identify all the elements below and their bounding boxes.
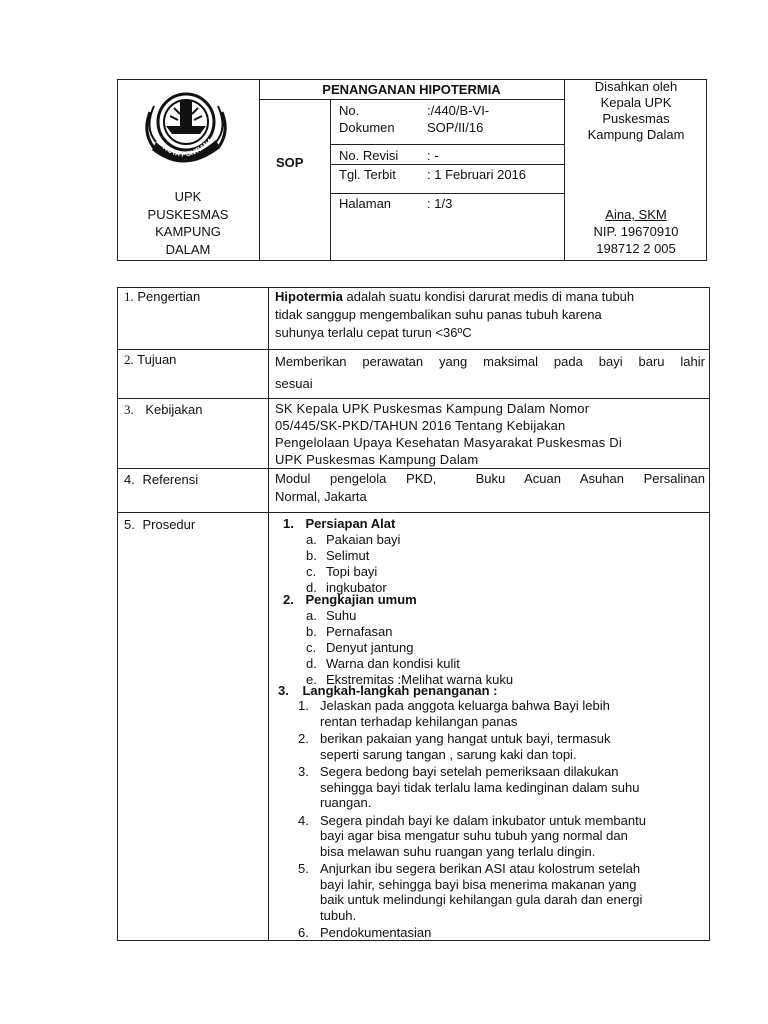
step-line: Segera bedong bayi setelah pemeriksaan dilakukan (320, 764, 619, 779)
step-number: 2. (298, 731, 309, 746)
section-number: 2. (124, 352, 134, 367)
pengertian-line: adalah suatu kondisi darurat medis di mana tubuh (342, 289, 635, 304)
header-divider (330, 99, 331, 261)
doc-number-label-line: No. (339, 103, 360, 118)
step-number: 6. (298, 925, 309, 940)
list-item (306, 608, 357, 624)
list-item (306, 624, 393, 640)
step-line: seperti sarung tangan , sarung kaki dan topi. (320, 746, 577, 762)
list-item (306, 532, 401, 548)
referensi-content (275, 470, 705, 506)
step-line: Segera pindah bayi ke dalam inkubator untuk membantu (320, 812, 646, 828)
section-label-prosedur (124, 516, 195, 533)
org-name (118, 188, 258, 258)
list-item (306, 640, 414, 656)
approval-line: Disahkan oleh (594, 79, 678, 94)
org-name-line: PUSKESMAS (147, 206, 229, 222)
item-marker: d. (306, 580, 317, 595)
page-label: Halaman (339, 196, 392, 211)
step-line: Jelaskan pada anggota keluarga bahwa Bayi lebih (320, 698, 610, 713)
document-title: PENANGANAN HIPOTERMIA (322, 82, 501, 97)
step-number: 3. (298, 764, 309, 779)
step-item (298, 861, 703, 923)
prosedur-group-title (283, 592, 417, 608)
tujuan-line: Memberikan perawatan yang maksimal pada bayi baru lahir (275, 354, 705, 369)
item-marker: b. (306, 548, 317, 563)
approval-block (565, 79, 707, 143)
doc-number-value-line: :/440/B-VI- (427, 103, 490, 118)
section-number: 5. (124, 517, 135, 532)
section-label-text: Pengertian (137, 289, 201, 304)
item-marker: b. (306, 624, 317, 639)
step-line: bayi lahir, sehingga bayi bisa menerima makanan yang (320, 876, 637, 892)
body-divider (117, 398, 710, 399)
step-line: ruangan. (320, 795, 372, 810)
approval-line: Kepala UPK (600, 95, 672, 110)
city-emblem-icon (136, 82, 236, 174)
signer-block (565, 206, 707, 257)
section-label-tujuan (124, 351, 176, 368)
org-name-line: KAMPUNG (155, 224, 221, 239)
item-marker: a. (306, 608, 317, 623)
list-item (306, 656, 460, 672)
org-name-line: DALAM (165, 241, 211, 257)
step-line: baik untuk melindungi kehilangan gula darah dan energi (320, 892, 643, 907)
org-name-line: UPK (174, 189, 202, 204)
step-line: Anjurkan ibu segera berikan ASI atau kolostrum setelah (320, 861, 641, 876)
section-number: 4. (124, 472, 135, 487)
list-item (306, 564, 378, 580)
step-item (298, 731, 703, 762)
section-label-text: Tujuan (137, 352, 177, 367)
kebijakan-content (275, 400, 707, 468)
header-divider (330, 164, 564, 165)
group-title: Persiapan Alat (305, 516, 396, 531)
pengkajian-umum-list (306, 608, 514, 688)
section-label-referensi (124, 471, 198, 488)
step-line: bayi agar bisa mengatur suhu tubuh yang normal dan (320, 828, 628, 843)
step-line: bisa melawan suhu ruangan yang terlalu dingin. (320, 843, 596, 859)
persiapan-alat-list (306, 532, 401, 596)
item-marker: e. (306, 672, 317, 687)
approval-line: Kampung Dalam (587, 127, 685, 142)
kebijakan-line: 05/445/SK-PKD/TAHUN 2016 Tentang Kebijakan (275, 418, 566, 433)
item-text: Denyut jantung (326, 640, 414, 655)
item-text: Topi bayi (326, 564, 378, 579)
step-line: sehingga bayi tidak terlalu lama kedinginan dalam suhu (320, 779, 640, 795)
prosedur-group-title (278, 683, 498, 699)
city-logo (136, 82, 236, 174)
header-divider (330, 193, 564, 194)
doc-number-value-line: SOP/II/16 (427, 120, 484, 135)
step-number: 4. (298, 812, 309, 828)
section-number: 3. (124, 402, 134, 417)
body-divider (117, 349, 710, 350)
step-item (298, 813, 703, 860)
header-divider (259, 79, 260, 261)
section-label-text: Prosedur (142, 517, 196, 532)
kebijakan-line: UPK Puskesmas Kampung Dalam (275, 452, 479, 467)
item-text: Pakaian bayi (326, 532, 401, 547)
doc-number-label (339, 102, 395, 136)
issue-date-value: : 1 Februari 2016 (427, 167, 527, 182)
signer-name: Aina, SKM (605, 207, 667, 222)
group-number: 2. (283, 592, 294, 607)
step-item (298, 925, 703, 941)
item-text: Selimut (326, 548, 370, 563)
step-item (298, 698, 703, 729)
list-item (306, 548, 370, 564)
section-label-text: Kebijakan (145, 402, 203, 417)
header-divider (330, 144, 564, 145)
group-number: 1. (283, 516, 294, 531)
referensi-line: Modul pengelola PKD, Buku Acuan Asuhan Persalinan (275, 471, 705, 486)
body-divider (117, 512, 710, 513)
signer-nip: NIP. 19670910 (593, 224, 679, 239)
body-divider (268, 287, 269, 941)
sop-label: SOP (276, 155, 304, 170)
step-line: Pendokumentasian (320, 925, 432, 940)
doc-number-label-line: Dokumen (339, 120, 395, 135)
item-text: Warna dan kondisi kulit (326, 656, 460, 671)
header-divider (259, 99, 564, 100)
item-text: Pernafasan (326, 624, 393, 639)
step-number: 1. (298, 698, 309, 713)
item-marker: a. (306, 532, 317, 547)
kebijakan-line: SK Kepala UPK Puskesmas Kampung Dalam Nomor (275, 401, 590, 416)
issue-date-label: Tgl. Terbit (339, 167, 396, 182)
item-marker: c. (306, 640, 317, 655)
section-label-pengertian (124, 288, 200, 305)
revision-value: : - (427, 148, 439, 163)
prosedur-group-title (283, 516, 395, 532)
pengertian-content (275, 288, 707, 342)
tujuan-line: sesuai (275, 376, 313, 391)
body-divider (117, 468, 710, 469)
pengertian-line: tidak sanggup mengembalikan suhu panas tubuh karena (275, 307, 602, 322)
approval-line: Puskesmas (602, 111, 670, 126)
penanganan-steps (298, 698, 703, 941)
group-number: 3. (278, 683, 289, 698)
pengertian-line: suhunya terlalu cepat turun <36ºC (275, 325, 472, 340)
step-line: tubuh. (320, 907, 357, 923)
item-marker: c. (306, 564, 317, 579)
item-marker: d. (306, 656, 317, 671)
group-title: Langkah-langkah penanganan : (302, 683, 498, 698)
group-title: Pengkajian umum (305, 592, 417, 607)
logo-text: KOTA PONTIANA (161, 137, 215, 159)
kebijakan-line: Pengelolaan Upaya Kesehatan Masyarakat Puskesmas Di (275, 435, 622, 450)
section-number: 1. (124, 289, 134, 304)
item-text: Suhu (326, 608, 357, 623)
section-label-text: Referensi (142, 472, 199, 487)
referensi-line: Normal, Jakarta (275, 489, 367, 504)
item-text: ingkubator (326, 580, 387, 595)
tujuan-content (275, 351, 705, 395)
doc-number-value (427, 102, 489, 136)
signer-nip: 198712 2 005 (596, 241, 676, 256)
page-value: : 1/3 (427, 196, 453, 211)
step-line: rentan terhadap kehilangan panas (320, 713, 518, 729)
step-line: berikan pakaian yang hangat untuk bayi, termasuk (320, 731, 611, 746)
step-number: 5. (298, 861, 309, 876)
step-item (298, 764, 703, 811)
term-hipotermia: Hipotermia (275, 289, 343, 304)
revision-label: No. Revisi (339, 148, 399, 163)
section-label-kebijakan (124, 401, 202, 418)
item-text: Ekstremitas :Melihat warna kuku (326, 672, 514, 687)
